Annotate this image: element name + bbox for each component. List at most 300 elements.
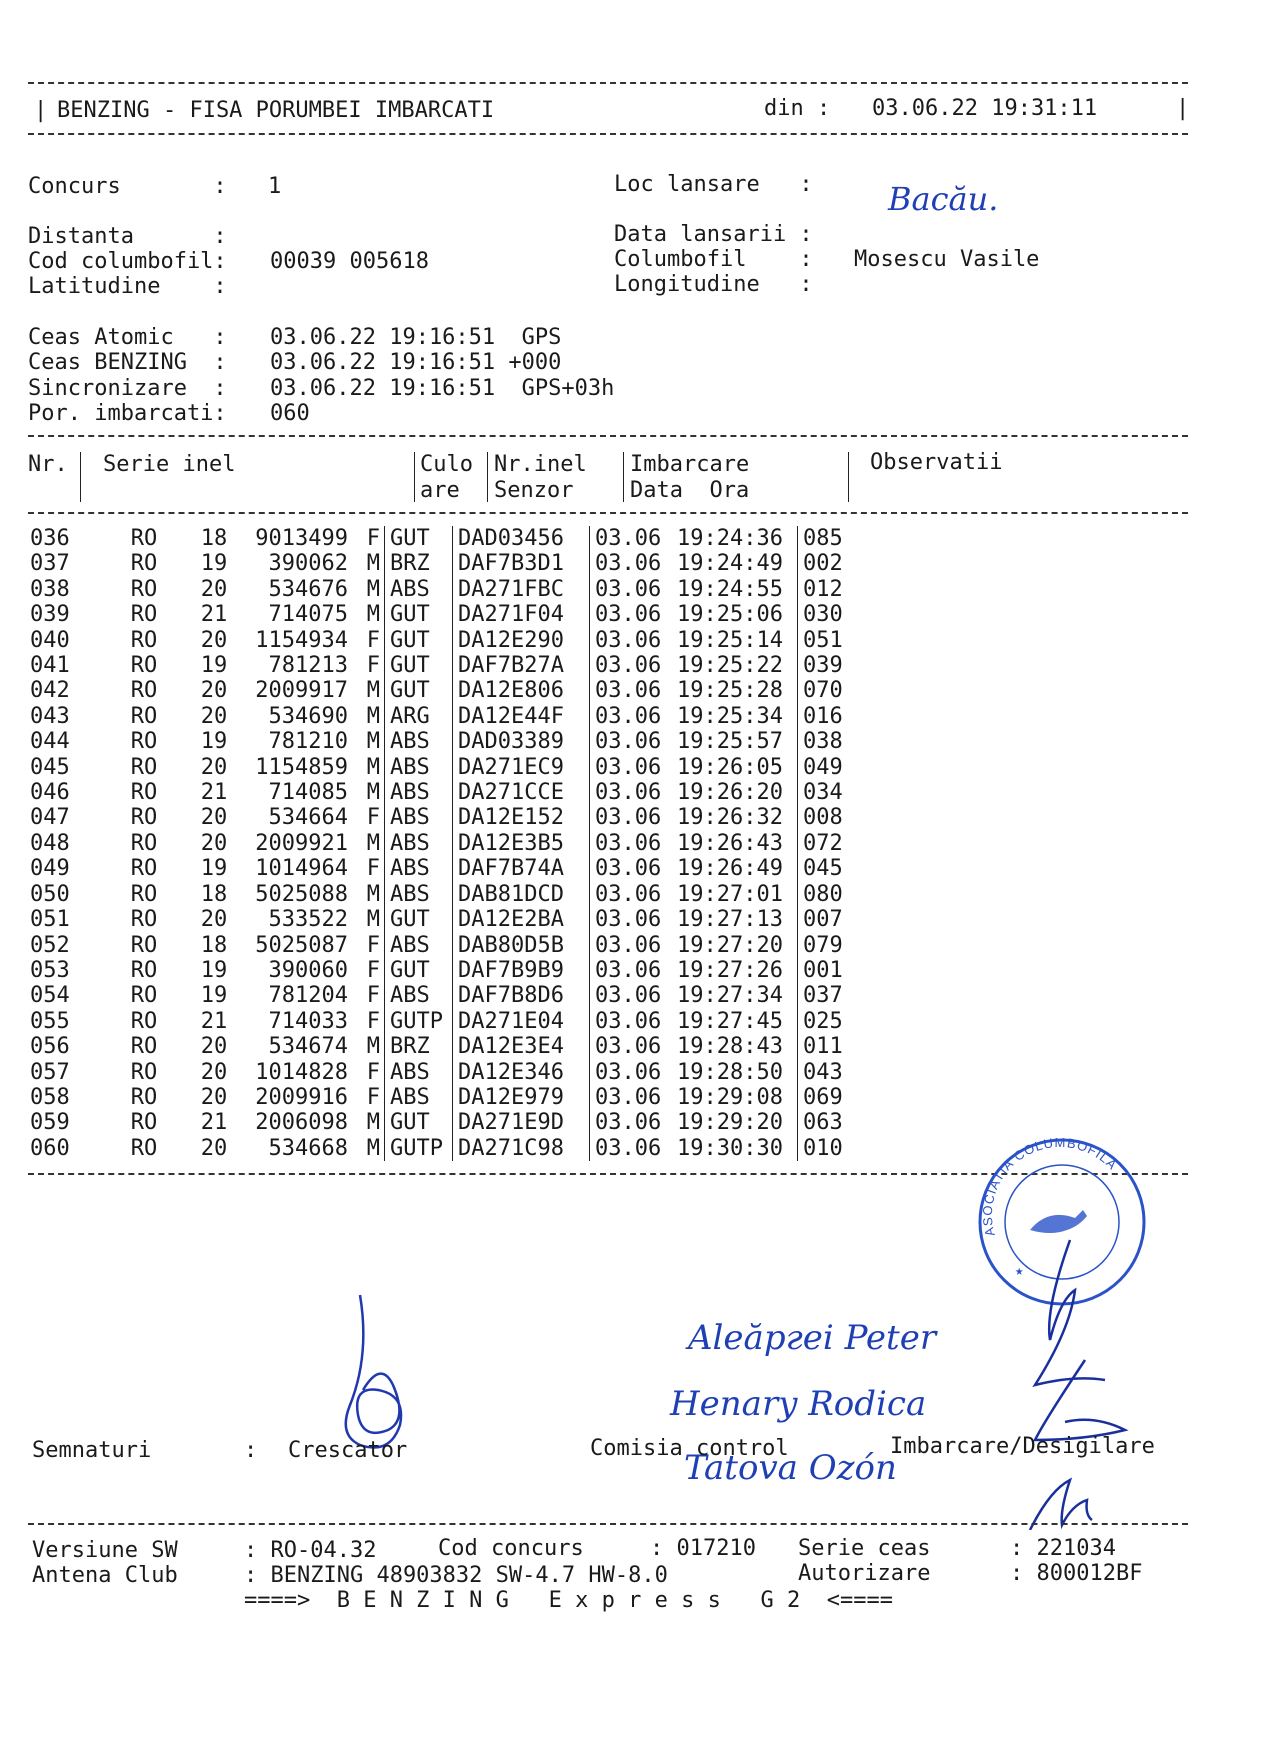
columbofil-value: Mosescu Vasile xyxy=(854,247,1040,272)
divider-header xyxy=(28,133,1188,135)
benzing-express-banner: ====> B E N Z I N G E x p r e s s G 2 <==== xyxy=(244,1588,894,1613)
cell-nr: 058 xyxy=(30,1084,70,1110)
cell-nr: 043 xyxy=(30,703,70,729)
cell-sex: M xyxy=(366,780,380,806)
cell-country: RO xyxy=(130,551,158,577)
cell-country: RO xyxy=(130,576,158,602)
cell-color: GUT xyxy=(385,1110,453,1135)
cod-concurs-label: Cod concurs xyxy=(438,1536,584,1561)
cell-chip: DA271E04 xyxy=(453,1009,590,1034)
cell-date: 03.06 xyxy=(590,1009,678,1034)
handwritten-name-2: Henary Rodica xyxy=(670,1384,927,1424)
cell-year: 19 xyxy=(200,551,228,577)
col-header-sep xyxy=(848,452,849,502)
cell-time: 19:27:26 xyxy=(677,957,783,983)
table-row xyxy=(30,729,863,754)
cell-ring: 714033 xyxy=(268,1008,348,1034)
cell-sex: F xyxy=(366,1084,380,1110)
cell-country: RO xyxy=(130,907,158,933)
cell-year: 20 xyxy=(200,805,228,831)
cell-year: 19 xyxy=(200,653,228,679)
cell-obs: 025 xyxy=(798,1009,864,1034)
divider-table-top xyxy=(28,435,1188,437)
cell-obs: 012 xyxy=(798,577,864,602)
cell-year: 20 xyxy=(200,830,228,856)
concurs-label: Concurs : xyxy=(28,174,227,199)
cell-nr: 055 xyxy=(30,1008,70,1034)
cell-ring: 1154859 xyxy=(255,754,348,780)
table-row xyxy=(30,577,863,602)
semnaturi-colon: : xyxy=(244,1438,258,1463)
sincronizare-label: Sincronizare : xyxy=(28,376,227,401)
cell-obs: 030 xyxy=(798,602,864,627)
cell-obs: 070 xyxy=(798,678,864,703)
cell-ring: 534690 xyxy=(268,703,348,729)
cell-color: ABS xyxy=(385,856,453,881)
cell-date: 03.06 xyxy=(590,882,678,907)
cell-chip: DAD03456 xyxy=(453,526,590,551)
cell-nr: 047 xyxy=(30,805,70,831)
ceas-benzing-value: 03.06.22 19:16:51 +000 xyxy=(270,350,562,375)
cell-nr: 042 xyxy=(30,678,70,704)
table-row xyxy=(30,678,863,703)
cell-ring: 2009921 xyxy=(255,830,348,856)
cell-color: ABS xyxy=(385,882,453,907)
cell-chip: DAB81DCD xyxy=(453,882,590,907)
col-header-culoare-1: Culo xyxy=(420,452,473,477)
cell-year: 20 xyxy=(200,1034,228,1060)
cell-date: 03.06 xyxy=(590,653,678,678)
cell-chip: DAF7B8D6 xyxy=(453,983,590,1008)
cell-ring: 1014828 xyxy=(255,1059,348,1085)
cell-nr: 036 xyxy=(30,526,70,551)
cell-time: 19:26:05 xyxy=(677,754,783,780)
cell-sex: M xyxy=(366,1034,380,1060)
cell-date: 03.06 xyxy=(590,1136,678,1161)
cell-date: 03.06 xyxy=(590,1085,678,1110)
table-row xyxy=(30,831,863,856)
cell-date: 03.06 xyxy=(590,958,678,983)
cell-country: RO xyxy=(130,653,158,679)
cell-nr: 049 xyxy=(30,856,70,882)
cell-color: ABS xyxy=(385,780,453,805)
cell-nr: 059 xyxy=(30,1110,70,1136)
cell-sex: F xyxy=(366,932,380,958)
cell-sex: M xyxy=(366,754,380,780)
cell-obs: 080 xyxy=(798,882,864,907)
loc-lansare-handwritten: Bacău. xyxy=(888,180,999,218)
cell-country: RO xyxy=(130,856,158,882)
col-header-imbarcare: Imbarcare xyxy=(630,452,750,477)
table-row xyxy=(30,704,863,729)
cod-columbofil-value: 00039 005618 xyxy=(270,249,429,274)
cell-year: 20 xyxy=(200,754,228,780)
divider-top xyxy=(28,82,1188,84)
cell-time: 19:26:43 xyxy=(677,830,783,856)
cell-year: 20 xyxy=(200,907,228,933)
cell-nr: 057 xyxy=(30,1059,70,1085)
col-header-data-ora: Data Ora xyxy=(630,478,750,503)
serie-ceas-label: Serie ceas xyxy=(798,1536,931,1561)
cell-chip: DA12E979 xyxy=(453,1085,590,1110)
versiune-value: : RO-04.32 xyxy=(244,1538,377,1563)
col-header-observatii: Observatii xyxy=(870,450,1003,475)
imbarcare-signatures xyxy=(990,1230,1130,1530)
cell-ring: 781210 xyxy=(268,729,348,755)
table-row xyxy=(30,1085,863,1110)
ceas-benzing-label: Ceas BENZING : xyxy=(28,350,227,375)
cell-color: GUT xyxy=(385,526,453,551)
table-row xyxy=(30,653,863,678)
cell-time: 19:27:45 xyxy=(677,1008,783,1034)
handwritten-name-1: Aleăргei Peter xyxy=(688,1318,937,1358)
cell-obs: 037 xyxy=(798,983,864,1008)
cell-ring: 533522 xyxy=(268,907,348,933)
cell-obs: 007 xyxy=(798,907,864,932)
cell-country: RO xyxy=(130,729,158,755)
cell-color: ABS xyxy=(385,831,453,856)
cell-sex: M xyxy=(366,602,380,628)
cell-country: RO xyxy=(130,754,158,780)
cell-ring: 534676 xyxy=(268,576,348,602)
cell-date: 03.06 xyxy=(590,704,678,729)
cell-date: 03.06 xyxy=(590,755,678,780)
cell-sex: F xyxy=(366,983,380,1009)
cell-sex: F xyxy=(366,805,380,831)
cell-sex: F xyxy=(366,653,380,679)
cell-nr: 046 xyxy=(30,780,70,806)
cell-sex: F xyxy=(366,957,380,983)
cell-sex: F xyxy=(366,627,380,653)
cell-chip: DA271CCE xyxy=(453,780,590,805)
cell-nr: 045 xyxy=(30,754,70,780)
cell-ring: 781204 xyxy=(268,983,348,1009)
table-row xyxy=(30,1034,863,1059)
sincronizare-value: 03.06.22 19:16:51 GPS+03h xyxy=(270,376,615,401)
autorizare-label: Autorizare xyxy=(798,1561,931,1586)
cell-obs: 001 xyxy=(798,958,864,983)
cell-sex: M xyxy=(366,703,380,729)
table-row xyxy=(30,1009,863,1034)
cell-obs: 002 xyxy=(798,551,864,576)
pigeons-table xyxy=(30,526,863,1161)
cell-country: RO xyxy=(130,602,158,628)
cell-country: RO xyxy=(130,1059,158,1085)
cell-date: 03.06 xyxy=(590,907,678,932)
cell-obs: 011 xyxy=(798,1034,864,1059)
col-header-sep xyxy=(623,452,624,502)
crescator-label: Crescator xyxy=(288,1438,408,1463)
cell-obs: 051 xyxy=(798,628,864,653)
cell-ring: 2006098 xyxy=(255,1110,348,1136)
cell-country: RO xyxy=(130,1008,158,1034)
table-row xyxy=(30,780,863,805)
table-row xyxy=(30,755,863,780)
svg-text:★: ★ xyxy=(1015,1263,1024,1279)
porumbei-imbarcati-value: 060 xyxy=(270,401,310,426)
cell-obs: 063 xyxy=(798,1110,864,1135)
cell-color: GUT xyxy=(385,678,453,703)
cell-nr: 052 xyxy=(30,932,70,958)
cell-nr: 054 xyxy=(30,983,70,1009)
cell-time: 19:25:22 xyxy=(677,653,783,679)
divider-table-header xyxy=(28,512,1188,514)
cell-date: 03.06 xyxy=(590,933,678,958)
table-row xyxy=(30,1136,863,1161)
cell-time: 19:26:20 xyxy=(677,780,783,806)
cell-chip: DAF7B9B9 xyxy=(453,958,590,983)
cell-obs: 072 xyxy=(798,831,864,856)
cell-ring: 534664 xyxy=(268,805,348,831)
cell-date: 03.06 xyxy=(590,678,678,703)
cell-color: GUTP xyxy=(385,1136,453,1161)
table-row xyxy=(30,882,863,907)
cell-obs: 010 xyxy=(798,1136,864,1161)
cell-chip: DA12E3E4 xyxy=(453,1034,590,1059)
cell-country: RO xyxy=(130,983,158,1009)
table-row xyxy=(30,551,863,576)
cell-sex: M xyxy=(366,830,380,856)
cell-date: 03.06 xyxy=(590,856,678,881)
distanta-label: Distanta : xyxy=(28,224,227,249)
cell-color: GUT xyxy=(385,958,453,983)
col-header-culoare-2: are xyxy=(420,478,460,503)
cell-year: 19 xyxy=(200,983,228,1009)
table-row xyxy=(30,933,863,958)
versiune-label: Versiune SW xyxy=(32,1538,178,1563)
cell-time: 19:27:34 xyxy=(677,983,783,1009)
cell-nr: 056 xyxy=(30,1034,70,1060)
cell-sex: F xyxy=(366,526,380,551)
cell-date: 03.06 xyxy=(590,628,678,653)
data-lansarii-label: Data lansarii : xyxy=(614,222,813,247)
cell-time: 19:26:49 xyxy=(677,856,783,882)
cell-year: 20 xyxy=(200,678,228,704)
cell-ring: 2009917 xyxy=(255,678,348,704)
cell-year: 19 xyxy=(200,957,228,983)
cell-time: 19:26:32 xyxy=(677,805,783,831)
cell-nr: 048 xyxy=(30,830,70,856)
longitudine-label: Longitudine : xyxy=(614,272,813,297)
cell-year: 20 xyxy=(200,703,228,729)
col-header-sep xyxy=(414,452,415,502)
col-header-sep xyxy=(80,452,81,502)
cell-year: 20 xyxy=(200,1135,228,1161)
cell-ring: 714085 xyxy=(268,780,348,806)
cell-time: 19:25:14 xyxy=(677,627,783,653)
cell-obs: 039 xyxy=(798,653,864,678)
cell-chip: DA12E3B5 xyxy=(453,831,590,856)
cell-time: 19:27:13 xyxy=(677,907,783,933)
cell-time: 19:27:20 xyxy=(677,932,783,958)
cell-date: 03.06 xyxy=(590,551,678,576)
cell-date: 03.06 xyxy=(590,983,678,1008)
cell-color: GUT xyxy=(385,628,453,653)
cell-ring: 390060 xyxy=(268,957,348,983)
cod-concurs-value: : 017210 xyxy=(650,1536,756,1561)
cell-year: 19 xyxy=(200,856,228,882)
cell-country: RO xyxy=(130,526,158,551)
cell-ring: 5025088 xyxy=(255,881,348,907)
cell-obs: 085 xyxy=(798,526,864,551)
din-value: 03.06.22 19:31:11 xyxy=(872,96,1098,121)
cell-country: RO xyxy=(130,1034,158,1060)
cell-nr: 053 xyxy=(30,957,70,983)
cell-time: 19:30:30 xyxy=(677,1135,783,1161)
cell-time: 19:25:28 xyxy=(677,678,783,704)
col-header-senzor: Senzor xyxy=(494,478,574,503)
cell-time: 19:24:55 xyxy=(677,576,783,602)
cell-year: 18 xyxy=(200,932,228,958)
table-row xyxy=(30,856,863,881)
cell-sex: M xyxy=(366,1135,380,1161)
cell-year: 19 xyxy=(200,729,228,755)
cell-chip: DA12E44F xyxy=(453,704,590,729)
cell-year: 20 xyxy=(200,1084,228,1110)
cell-ring: 1014964 xyxy=(255,856,348,882)
serie-ceas-value: : 221034 xyxy=(1010,1536,1116,1561)
cell-country: RO xyxy=(130,957,158,983)
cell-time: 19:25:57 xyxy=(677,729,783,755)
cell-color: GUT xyxy=(385,653,453,678)
cell-obs: 049 xyxy=(798,755,864,780)
cell-color: GUTP xyxy=(385,1009,453,1034)
cell-country: RO xyxy=(130,881,158,907)
table-row xyxy=(30,907,863,932)
cell-chip: DA271E9D xyxy=(453,1110,590,1135)
cell-color: GUT xyxy=(385,907,453,932)
concurs-value: 1 xyxy=(268,174,282,199)
cell-year: 21 xyxy=(200,1110,228,1136)
cell-sex: F xyxy=(366,1059,380,1085)
col-header-serie-inel: Serie inel xyxy=(103,452,236,477)
cell-ring: 534668 xyxy=(268,1135,348,1161)
table-row xyxy=(30,805,863,830)
antena-club-value: : BENZING 48903832 SW-4.7 HW-8.0 xyxy=(244,1563,668,1588)
antena-club-label: Antena Club xyxy=(32,1563,178,1588)
cell-date: 03.06 xyxy=(590,1060,678,1085)
cell-time: 19:25:06 xyxy=(677,602,783,628)
cell-ring: 2009916 xyxy=(255,1084,348,1110)
cell-time: 19:29:08 xyxy=(677,1084,783,1110)
cell-nr: 040 xyxy=(30,627,70,653)
cell-obs: 043 xyxy=(798,1060,864,1085)
cell-nr: 060 xyxy=(30,1135,70,1161)
cell-year: 21 xyxy=(200,602,228,628)
cell-date: 03.06 xyxy=(590,602,678,627)
cell-chip: DA271EC9 xyxy=(453,755,590,780)
table-row xyxy=(30,628,863,653)
cell-time: 19:25:34 xyxy=(677,703,783,729)
cell-color: GUT xyxy=(385,602,453,627)
cell-sex: M xyxy=(366,678,380,704)
cell-date: 03.06 xyxy=(590,729,678,754)
cell-chip: DA12E290 xyxy=(453,628,590,653)
cell-color: ABS xyxy=(385,933,453,958)
cell-color: BRZ xyxy=(385,551,453,576)
cell-date: 03.06 xyxy=(590,577,678,602)
table-row xyxy=(30,602,863,627)
cell-year: 20 xyxy=(200,1059,228,1085)
col-header-nr: Nr. xyxy=(28,452,68,477)
cell-color: ARG xyxy=(385,704,453,729)
cell-country: RO xyxy=(130,830,158,856)
cell-chip: DAF7B27A xyxy=(453,653,590,678)
cell-country: RO xyxy=(130,932,158,958)
cell-year: 20 xyxy=(200,576,228,602)
cell-date: 03.06 xyxy=(590,831,678,856)
cell-year: 18 xyxy=(200,881,228,907)
cell-nr: 039 xyxy=(30,602,70,628)
cell-chip: DA12E152 xyxy=(453,805,590,830)
cell-color: ABS xyxy=(385,1085,453,1110)
cell-date: 03.06 xyxy=(590,805,678,830)
cell-obs: 038 xyxy=(798,729,864,754)
cell-sex: M xyxy=(366,729,380,755)
cell-date: 03.06 xyxy=(590,1110,678,1135)
cell-year: 20 xyxy=(200,627,228,653)
cell-ring: 1154934 xyxy=(255,627,348,653)
cell-nr: 041 xyxy=(30,653,70,679)
autorizare-value: : 800012BF xyxy=(1010,1561,1143,1586)
cell-obs: 016 xyxy=(798,704,864,729)
cell-country: RO xyxy=(130,678,158,704)
cell-obs: 069 xyxy=(798,1085,864,1110)
stamp-text: ASOCIATIA COLUMBOFILA xyxy=(979,1135,1121,1238)
cell-sex: F xyxy=(366,856,380,882)
cod-columbofil-label: Cod columbofil: xyxy=(28,249,227,274)
cell-sex: M xyxy=(366,551,380,577)
cell-obs: 034 xyxy=(798,780,864,805)
cell-country: RO xyxy=(130,805,158,831)
cell-color: ABS xyxy=(385,577,453,602)
latitudine-label: Latitudine : xyxy=(28,274,227,299)
cell-obs: 008 xyxy=(798,805,864,830)
din-label: din : xyxy=(764,96,831,121)
comisia-control-label: Comisia control xyxy=(590,1436,789,1461)
cell-color: BRZ xyxy=(385,1034,453,1059)
cell-color: ABS xyxy=(385,755,453,780)
cell-time: 19:28:43 xyxy=(677,1034,783,1060)
cell-chip: DA12E2BA xyxy=(453,907,590,932)
cell-ring: 714075 xyxy=(268,602,348,628)
cell-chip: DAF7B74A xyxy=(453,856,590,881)
cell-time: 19:28:50 xyxy=(677,1059,783,1085)
cell-chip: DAD03389 xyxy=(453,729,590,754)
table-row xyxy=(30,1060,863,1085)
cell-nr: 050 xyxy=(30,881,70,907)
semnaturi-label: Semnaturi xyxy=(32,1438,152,1463)
cell-color: ABS xyxy=(385,983,453,1008)
cell-color: ABS xyxy=(385,1060,453,1085)
cell-date: 03.06 xyxy=(590,526,678,551)
cell-country: RO xyxy=(130,1135,158,1161)
cell-country: RO xyxy=(130,1084,158,1110)
cell-country: RO xyxy=(130,703,158,729)
cell-chip: DAB80D5B xyxy=(453,933,590,958)
cell-color: ABS xyxy=(385,729,453,754)
table-row xyxy=(30,526,863,551)
cell-obs: 079 xyxy=(798,933,864,958)
header-bar-right: | xyxy=(1176,96,1190,121)
cell-sex: M xyxy=(366,907,380,933)
ceas-atomic-label: Ceas Atomic : xyxy=(28,325,227,350)
cell-time: 19:24:49 xyxy=(677,551,783,577)
imbarcare-desigilare-label: Imbarcare/Desigilare xyxy=(890,1434,1155,1459)
cell-country: RO xyxy=(130,627,158,653)
table-row xyxy=(30,958,863,983)
header-bar-left: | xyxy=(34,98,48,123)
